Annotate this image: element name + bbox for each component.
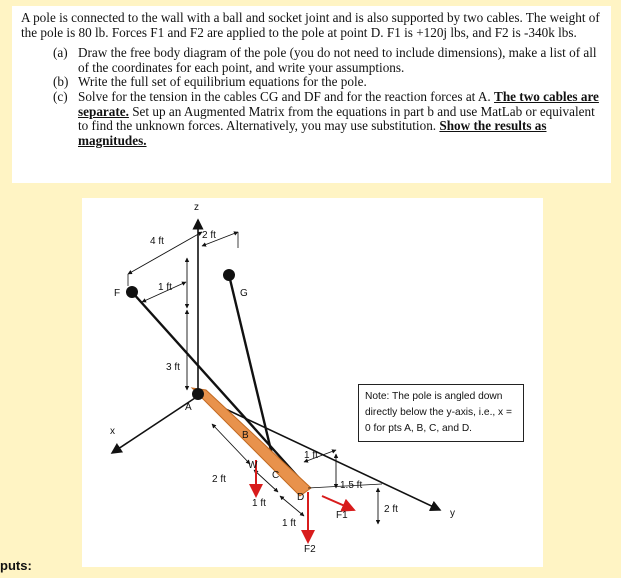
dim-2ft-mid-label: 2 ft [212,474,226,485]
part-b [21,75,603,90]
ball-joint-a [192,388,204,400]
diagram-svg [82,198,543,567]
part-c-label: (c) [53,88,68,104]
dim-1ft-left-label: 1 ft [158,282,172,293]
part-b-label: (b) [53,74,69,90]
dim-1ft-b-label: 1 ft [282,518,296,529]
dim-4ft-line [128,232,202,274]
problem-intro: A pole is connected to the wall with a ball and socket joint and is also supported by two cables. The weight of the pole is 80 lb. Forces F1 and F2 are applied to the pole at point D. F1 is +120j lbs, and F2 is -340k lbs. [21,10,600,40]
axis-z-label: z [194,202,199,213]
point-a-label: A [185,402,192,413]
point-f-label: F [114,288,121,299]
dim-2ft-top-label: 2 ft [202,230,216,241]
dim-3ft-label: 3 ft [166,362,180,373]
corner-partial-label: puts: [0,558,32,573]
point-d-label: D [297,492,305,503]
problem-parts [21,46,603,148]
dim-4ft-label: 4 ft [150,236,164,247]
part-c-emphasis-cables: The two cables are separate. [78,88,599,119]
force-f1-label: F1 [336,510,348,521]
point-c-label: C [272,470,280,481]
part-a-label: (a) [53,45,68,61]
problem-statement [12,6,611,183]
ball-joint-f [126,286,138,298]
ball-joint-g [223,269,235,281]
point-w-label: W [248,460,258,471]
dim-2ft-right-label: 2 ft [384,504,398,515]
dim-1ft-right-label: 1 ft [304,450,318,461]
pole-diagram [82,198,543,567]
force-f2-label: F2 [304,544,316,555]
part-c [21,90,603,148]
part-b-text: Write the full set of equilibrium equations for the pole. [78,74,367,90]
cable-df [132,292,308,488]
pole [192,388,311,496]
part-a [21,46,603,75]
point-g-label: G [240,288,248,299]
note-box: Note: The pole is angled down directly below the y-axis, i.e., x = 0 for pts A, B, C, and D. [358,384,524,442]
force-f1-arrow [322,496,354,510]
part-a-text: Draw the free body diagram of the pole (you do not need to include dimensions), make a list of all of the coordinates for each point, and write your assumptions. [78,45,597,75]
part-c-emphasis-magnitudes: Show the results as magnitudes. [78,118,547,148]
part-c-text-pre: Solve for the tension in the cables CG and DF and for the reaction forces at A. [78,88,491,104]
axis-x-label: x [110,426,115,437]
dim-15ft-label: 1.5 ft [340,480,363,491]
part-c-text-mid: Set up an Augmented Matrix from the equations in part b and use MatLab or equivalent to find the unknown forces. Alternatively, you may use substitution. [78,103,595,134]
point-b-label: B [242,430,249,441]
dim-1ft-a-label: 1 ft [252,498,266,509]
axis-y-label: y [450,508,455,519]
